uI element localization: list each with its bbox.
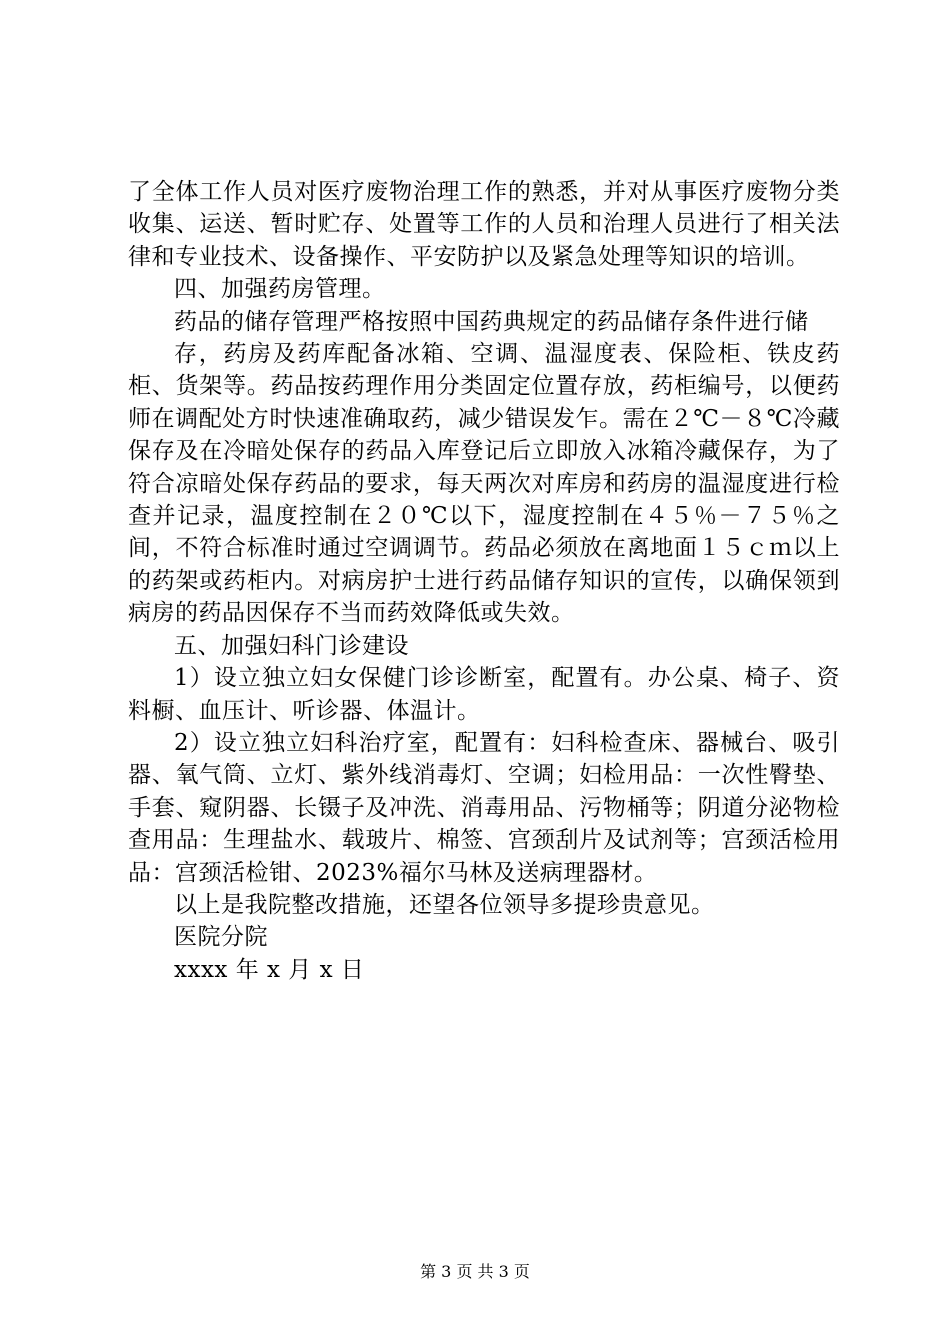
paragraph-drug-storage-intro: 药品的储存管理严格按照中国药典规定的药品储存条件进行储 (174, 308, 809, 335)
document-body (128, 176, 840, 986)
paragraph-waste-training: 了全体工作人员对医疗废物治理工作的熟悉，并对从事医疗废物分类收集、运送、暂时贮存、处置等工作的人员和治理人员进行了相关法律和专业技术、设备操作、平安防护以及紧急处理等知识的培训。 (128, 179, 840, 270)
paragraph-treatment-room: 2）设立独立妇科治疗室，配置有：妇科检查床、器械台、吸引器、氧气筒、立灯、紫外线消毒灯、空调；妇检用品：一次性臀垫、手套、窥阴器、长镊子及冲洗、消毒用品、污物桶等；阴道分泌物检查用品：生理盐水、载玻片、棉签、宫颈刮片及试剂等；宫颈活检用品：宫颈活检钳、2023%福尔马林及送病理器材。 (128, 729, 840, 886)
page-number-footer: 第 3 页 共 3 页 (420, 1262, 530, 1281)
paragraph-closing: 以上是我院整改措施，还望各位领导多提珍贵意见。 (174, 891, 715, 918)
section-heading-gynecology: 五、加强妇科门诊建设 (174, 632, 409, 659)
paragraph-drug-storage-details: 存，药房及药库配备冰箱、空调、温湿度表、保险柜、铁皮药柜、货架等。药品按药理作用分类固定位置存放，药柜编号，以便药师在调配处方时快速准确取药，减少错误发乍。需在２℃－８℃冷藏保存及在冷暗处保存的药品入库登记后立即放入冰箱冷藏保存，为了符合凉暗处保存药品的要求，每天两次对库房和药房的温湿度进行检查并记录，温度控制在２０℃以下，湿度控制在４５％－７５％之间，不符合标准时通过空调调节。药品必须放在离地面１５ｃｍ以上的药架或药柜内。对病房护士进行药品储存知识的宣传，以确保领到病房的药品因保存不当而药效降低或失效。 (128, 341, 841, 627)
signature-date: xxxx 年 x 月 x 日 (174, 956, 365, 983)
section-heading-pharmacy: 四、加强药房管理。 (174, 276, 386, 303)
paragraph-clinic-room: 1）设立独立妇女保健门诊诊断室，配置有。办公桌、椅子、资料橱、血压计、听诊器、体温计。 (128, 665, 840, 724)
signature-org: 医院分院 (174, 924, 268, 951)
